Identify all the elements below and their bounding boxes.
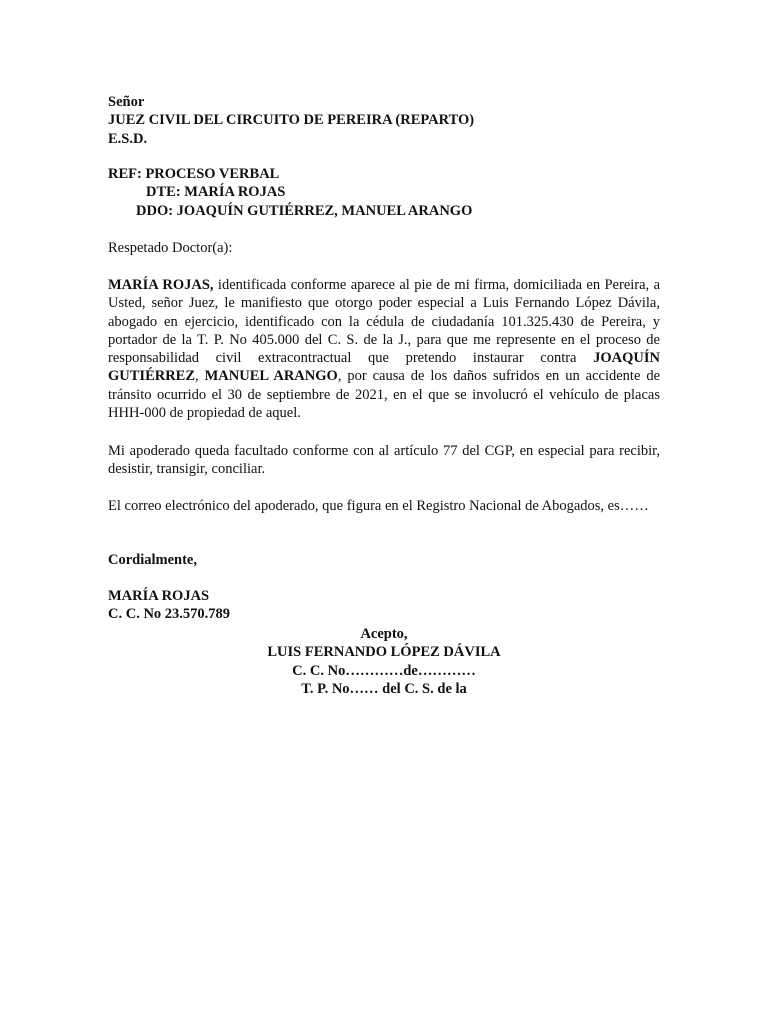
- paragraph-3-text: El correo electrónico del apoderado, que figura en el Registro Nacional de Abogados, es……: [108, 498, 649, 514]
- addressee-block: [108, 93, 660, 148]
- body-paragraph-1: [108, 276, 660, 422]
- salutation: Señor: [108, 94, 145, 110]
- attorney-tp: T. P. No…… del C. S. de la: [301, 680, 467, 697]
- closing: Cordialmente,: [108, 552, 197, 568]
- attorney-name: LUIS FERNANDO LÓPEZ DÁVILA: [267, 644, 501, 661]
- signatory-name: MARÍA ROJAS: [108, 588, 210, 604]
- paragraph-1-text-b: , por causa de los daños sufridos en un accidente de tránsito ocurrido el 30 de septiembre de 2021, en el que se involucró el vehículo de placas HHH-000 de propiedad de aquel.: [108, 368, 661, 422]
- grantor-name: MARÍA ROJAS,: [108, 277, 214, 293]
- ddo-line: DDO: JOAQUÍN GUTIÉRREZ, MANUEL ARANGO: [136, 202, 473, 219]
- ref-line: REF: PROCESO VERBAL: [108, 166, 280, 182]
- dte-line: DTE: MARÍA ROJAS: [146, 184, 286, 201]
- defendant-1: JOAQUÍN GUTIÉRREZ: [108, 350, 660, 385]
- paragraph-2-text: Mi apoderado queda facultado conforme con al artículo 77 del CGP, en especial para recibir, desistir, transigir, conciliar.: [108, 443, 660, 478]
- paragraph-1-text-a: identificada conforme aparece al pie de mi firma, domiciliada en Pereira, a Usted, señor Juez, le manifiesto que otorgo poder especial a Luis Fernando López Dávila, abogado en ejercicio, identificado con la cédula de ciudadanía 101.325.430 de Pereira, y portador de la T. P. No 405.000 del C. S. de la J., para que me represente en el proceso de responsabilidad civil extracontractual que pretendo instaurar contra: [108, 277, 661, 367]
- body-paragraph-3: [108, 497, 660, 515]
- signatory-block: [108, 587, 660, 624]
- reference-block: [108, 165, 660, 220]
- greeting: Respetado Doctor(a):: [108, 240, 233, 256]
- esd-line: E.S.D.: [108, 130, 148, 147]
- addressee: JUEZ CIVIL DEL CIRCUITO DE PEREIRA (REPARTO): [108, 112, 475, 129]
- attorney-id: C. C. No…………de…………: [292, 662, 476, 679]
- signatory-id: C. C. No 23.570.789: [108, 606, 231, 623]
- acceptance-block: [108, 625, 660, 698]
- defendant-separator: ,: [195, 368, 205, 385]
- defendant-2: MANUEL ARANGO: [204, 368, 338, 385]
- acceptance-label: Acepto,: [360, 626, 408, 642]
- body-paragraph-2: [108, 442, 660, 479]
